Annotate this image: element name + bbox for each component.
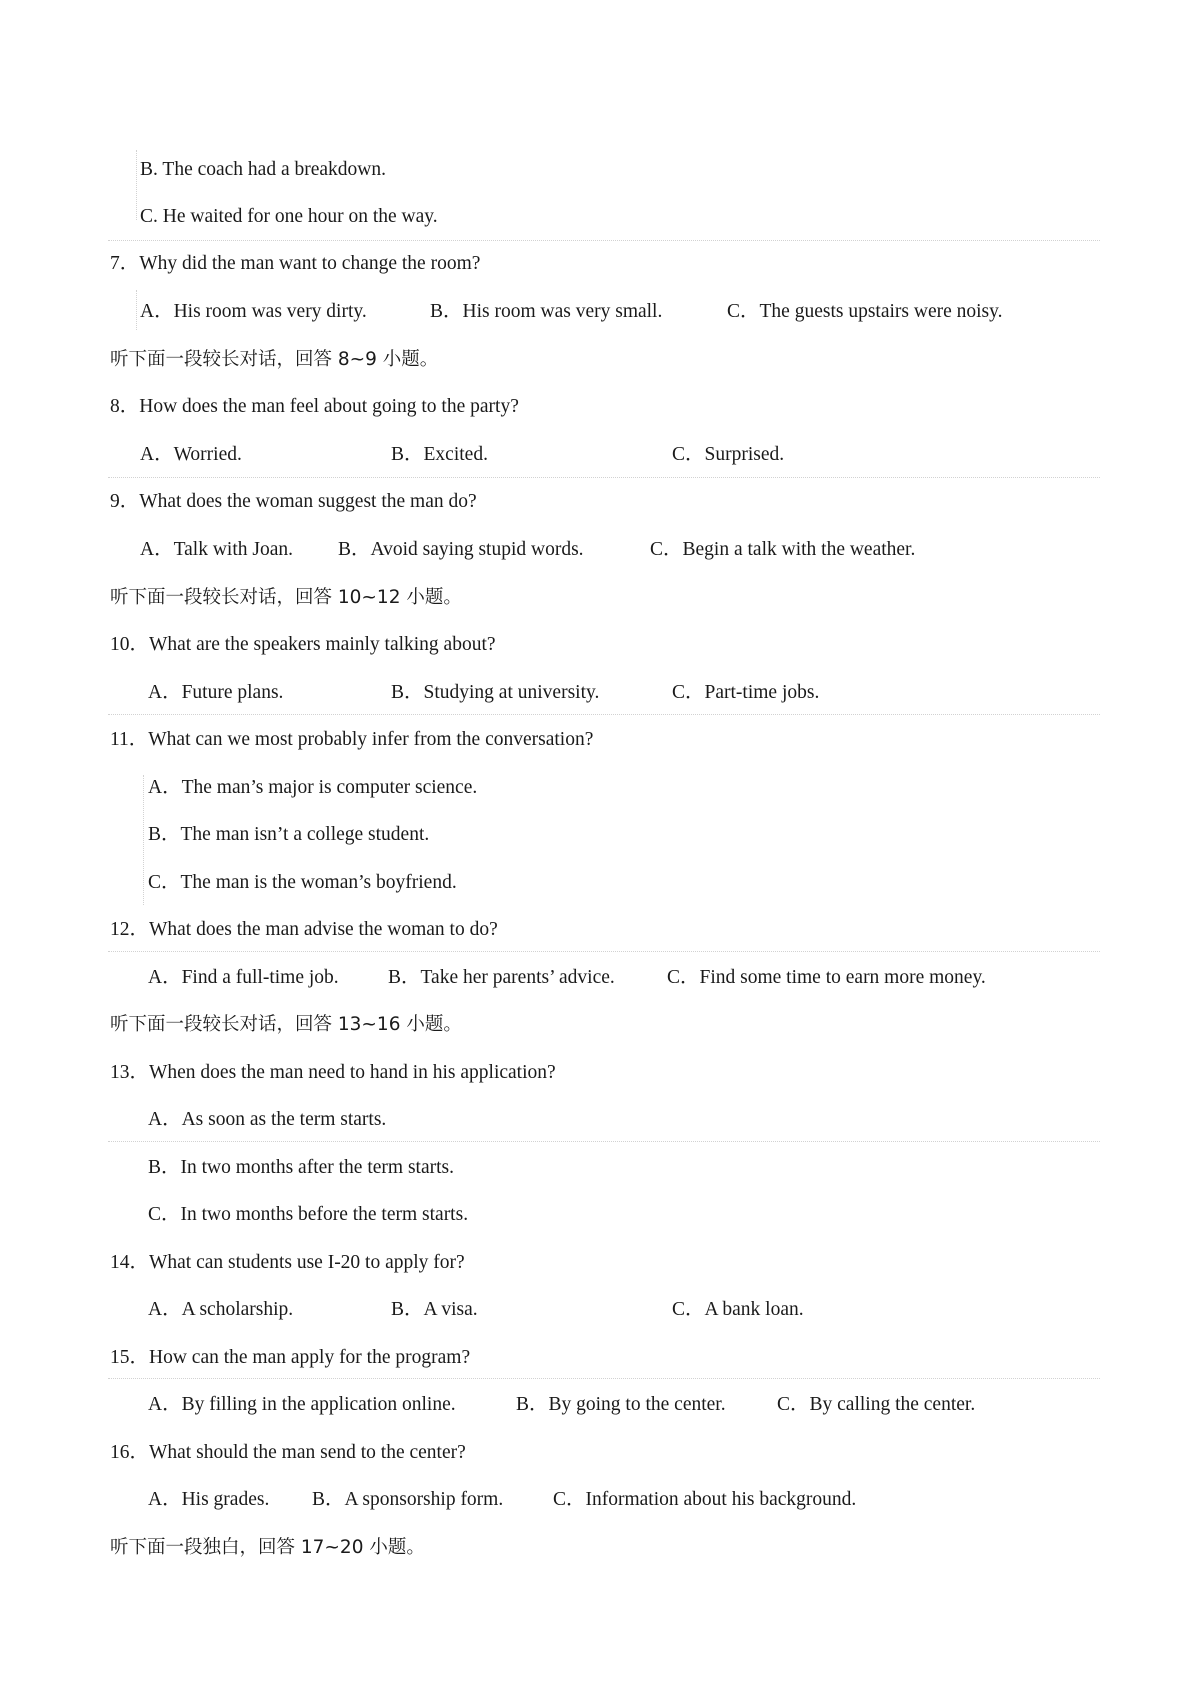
option-c: C. He waited for one hour on the way.: [140, 206, 438, 227]
option-c: C．Surprised.: [672, 444, 785, 465]
option-a: A．Find a full-time job.: [148, 967, 339, 988]
question-9: 9．What does the woman suggest the man do?: [110, 491, 477, 512]
option-b: B．The man isn’t a college student.: [148, 824, 430, 845]
option-a: A．The man’s major is computer science.: [148, 777, 478, 798]
option-c: C．Find some time to earn more money.: [667, 967, 986, 988]
option-a: A．A scholarship.: [148, 1299, 294, 1320]
option-b: B．In two months after the term starts.: [148, 1157, 454, 1178]
option-a: A．His grades.: [148, 1489, 270, 1510]
question-8: 8．How does the man feel about going to the party?: [110, 396, 519, 417]
option-a: A．As soon as the term starts.: [148, 1109, 387, 1130]
option-b: B．Studying at university.: [391, 682, 600, 703]
section-heading: 听下面一段较长对话，回答 10~12 小题。: [110, 587, 462, 608]
divider: [143, 775, 144, 905]
option-b: B．By going to the center.: [516, 1394, 726, 1415]
section-heading: 听下面一段独白，回答 17~20 小题。: [110, 1537, 425, 1558]
option-b: B．Excited.: [391, 444, 488, 465]
option-a: A．By filling in the application online.: [148, 1394, 456, 1415]
question-11: 11．What can we most probably infer from the conversation?: [110, 729, 594, 750]
divider: [108, 1378, 1100, 1379]
divider: [108, 714, 1100, 715]
option-b: B．A visa.: [391, 1299, 478, 1320]
option-a: A．Worried.: [140, 444, 242, 465]
option-c: C．The guests upstairs were noisy.: [727, 301, 1003, 322]
divider: [108, 240, 1100, 241]
option-b: B．A sponsorship form.: [312, 1489, 504, 1510]
question-16: 16．What should the man send to the center?: [110, 1442, 466, 1463]
section-heading: 听下面一段较长对话，回答 13~16 小题。: [110, 1014, 462, 1035]
option-c: C．By calling the center.: [777, 1394, 976, 1415]
question-14: 14．What can students use I-20 to apply for?: [110, 1252, 465, 1273]
question-7: 7．Why did the man want to change the room?: [110, 253, 481, 274]
option-a: A．His room was very dirty.: [140, 301, 367, 322]
option-b: B．Avoid saying stupid words.: [338, 539, 584, 560]
option-c: C．In two months before the term starts.: [148, 1204, 469, 1225]
option-b: B．His room was very small.: [430, 301, 663, 322]
question-15: 15．How can the man apply for the program?: [110, 1347, 471, 1368]
option-b: B．Take her parents’ advice.: [388, 967, 615, 988]
option-a: A．Talk with Joan.: [140, 539, 293, 560]
option-c: C．Part-time jobs.: [672, 682, 820, 703]
divider: [108, 477, 1100, 478]
option-c: C．Information about his background.: [553, 1489, 857, 1510]
option-c: C．The man is the woman’s boyfriend.: [148, 872, 457, 893]
question-10: 10．What are the speakers mainly talking about?: [110, 634, 496, 655]
question-12: 12．What does the man advise the woman to do?: [110, 919, 498, 940]
option-a: A．Future plans.: [148, 682, 284, 703]
divider: [108, 1141, 1100, 1142]
option-b: B. The coach had a breakdown.: [140, 159, 387, 180]
question-13: 13．When does the man need to hand in his application?: [110, 1062, 556, 1083]
option-c: C．A bank loan.: [672, 1299, 804, 1320]
divider: [136, 290, 137, 330]
section-heading: 听下面一段较长对话，回答 8~9 小题。: [110, 349, 439, 370]
divider: [136, 150, 137, 220]
option-c: C．Begin a talk with the weather.: [650, 539, 916, 560]
divider: [108, 951, 1100, 952]
